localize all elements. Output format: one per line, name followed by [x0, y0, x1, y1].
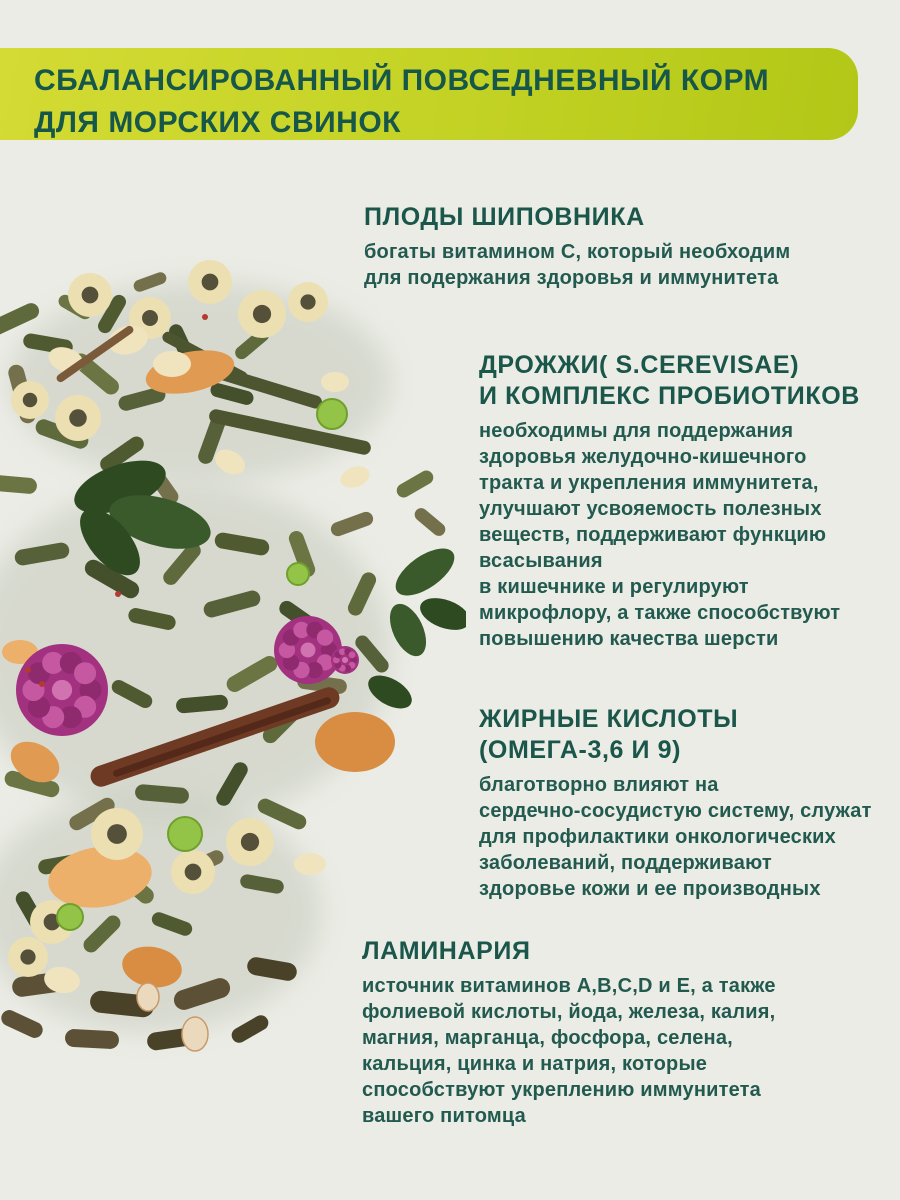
body-line: здоровья желудочно-кишечного [479, 446, 807, 468]
body-line: в кишечнике и регулируют [479, 576, 749, 598]
section-rosehip [364, 202, 790, 291]
heading-line: ДРОЖЖИ( S.CEREVISAE) [479, 351, 800, 379]
body-line: магния, марганца, фосфора, селена, [362, 1027, 733, 1049]
body-line: источник витаминов A,B,C,D и E, а также [362, 975, 776, 997]
body-line: улучшают усвояемость полезных [479, 498, 822, 520]
body-line: всасывания [479, 550, 603, 572]
section-body [364, 239, 790, 291]
section-heading [479, 704, 872, 766]
heading-line: (ОМЕГА-3,6 И 9) [479, 736, 682, 764]
section-body [479, 418, 860, 652]
body-line: благотворно влияют на [479, 774, 719, 796]
body-line: микрофлору, а также способствуют [479, 602, 841, 624]
body-line: для профилактики онкологических [479, 826, 836, 848]
body-line: веществ, поддерживают функцию [479, 524, 827, 546]
heading-line: ЛАМИНАРИЯ [362, 937, 531, 965]
body-line: вашего питомца [362, 1105, 526, 1127]
body-line: для подержания здоровья и иммунитета [364, 267, 779, 289]
body-line: фолиевой кислоты, йода, железа, калия, [362, 1001, 776, 1023]
banner-title-line: ДЛЯ МОРСКИХ СВИНОК [34, 106, 401, 139]
body-line: заболеваний, поддерживают [479, 852, 772, 874]
heading-line: И КОМПЛЕКС ПРОБИОТИКОВ [479, 382, 860, 410]
section-body [479, 772, 872, 902]
heading-line: ЖИРНЫЕ КИСЛОТЫ [479, 705, 739, 733]
heading-line: ПЛОДЫ ШИПОВНИКА [364, 203, 645, 231]
body-line: богаты витамином C, который необходим [364, 241, 791, 263]
section-laminaria [362, 936, 776, 1129]
body-line: необходимы для поддержания [479, 420, 794, 442]
section-heading [479, 350, 860, 412]
body-line: тракта и укрепления иммунитета, [479, 472, 819, 494]
body-line: способствуют укреплению иммунитета [362, 1079, 761, 1101]
section-yeast-probiotics [479, 350, 860, 652]
body-line: кальция, цинка и натрия, которые [362, 1053, 708, 1075]
body-line: повышению качества шерсти [479, 628, 779, 650]
section-body [362, 973, 776, 1129]
body-line: здоровье кожи и ее производных [479, 878, 821, 900]
title-banner [0, 48, 858, 140]
banner-title-line: СБАЛАНСИРОВАННЫЙ ПОВСЕДНЕВНЫЙ КОРМ [34, 64, 770, 97]
body-line: сердечно-сосудистую систему, служат [479, 800, 872, 822]
section-heading [364, 202, 790, 233]
section-fatty-acids [479, 704, 872, 902]
section-heading [362, 936, 776, 967]
